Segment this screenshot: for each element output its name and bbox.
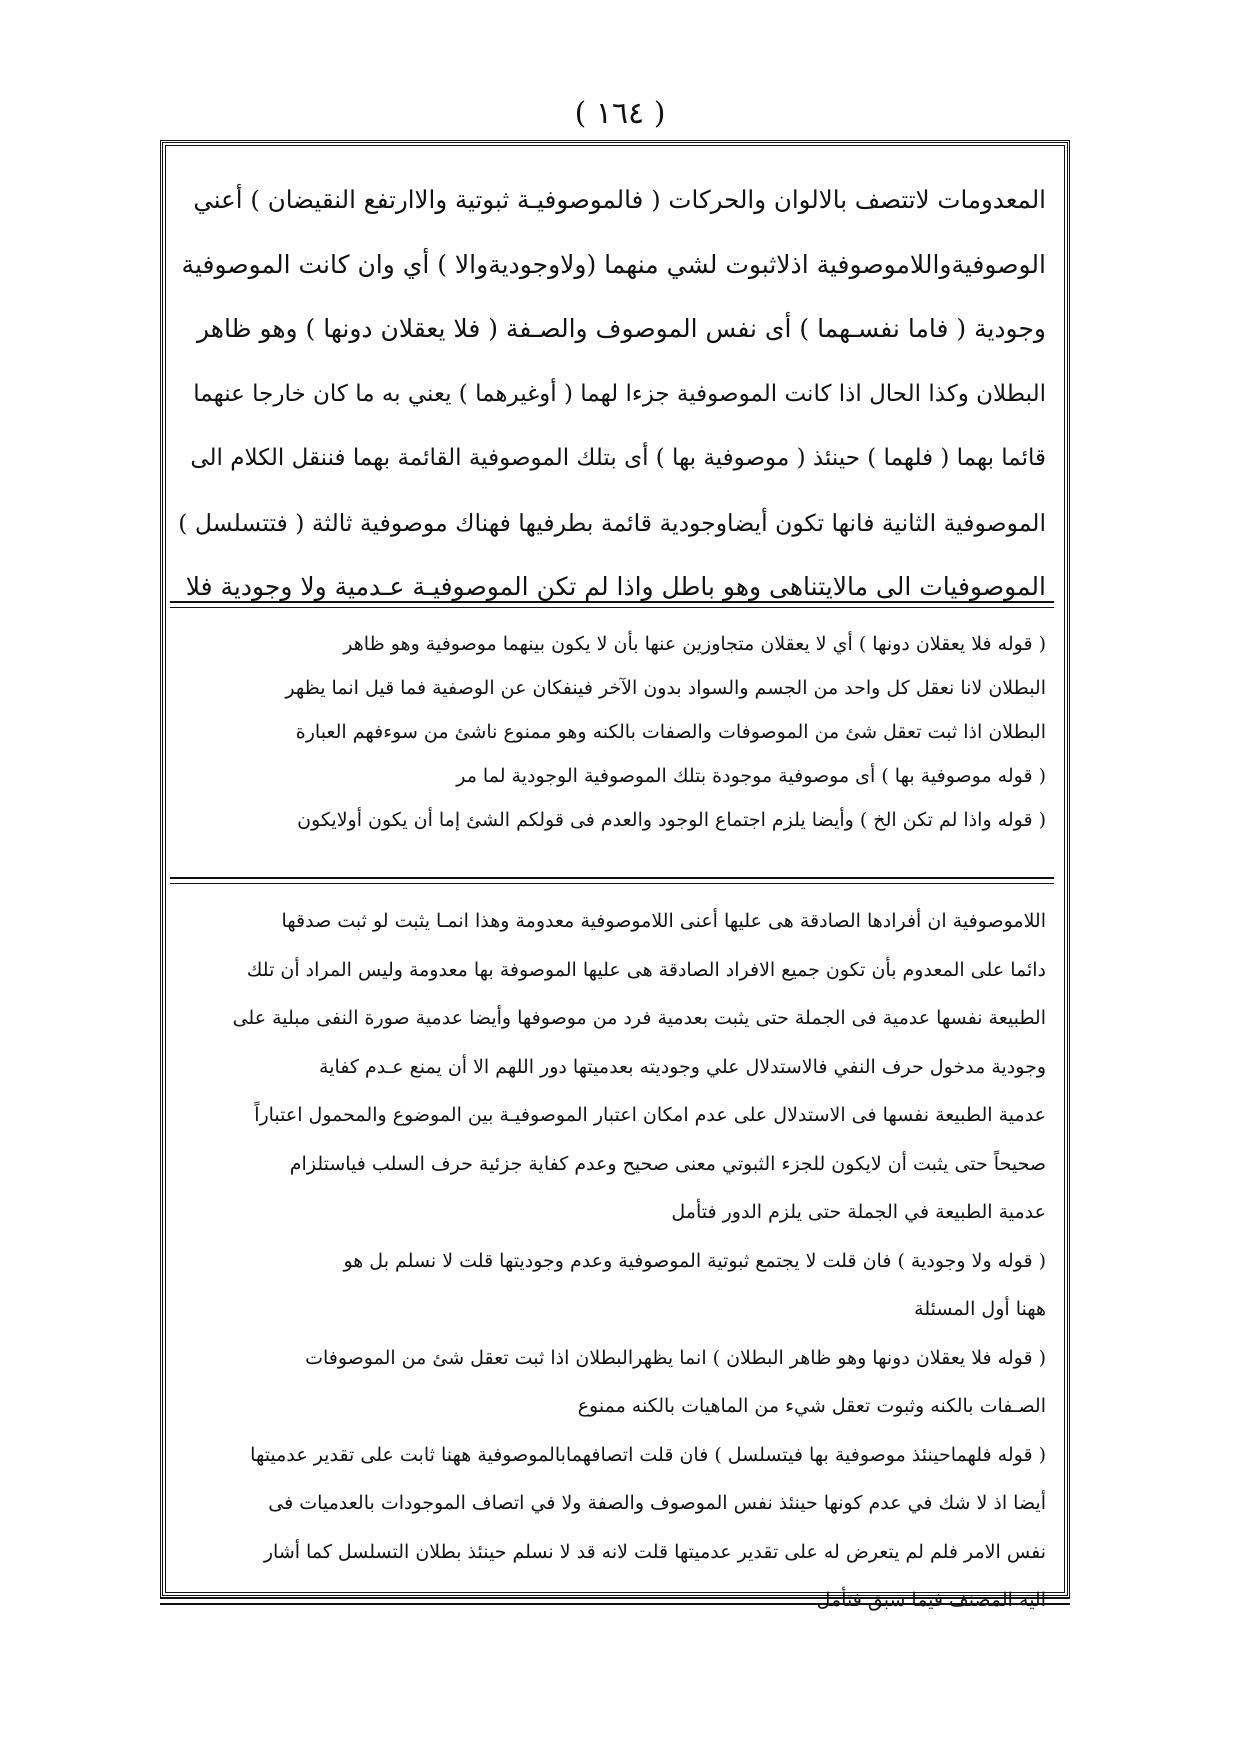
- commentary-block-2: [178, 897, 1046, 1625]
- commentary-line: ( قوله فلا يعقلان دونها وهو ظاهر البطلان ) انما يظهرالبطلان اذا ثبت تعقل شئ من الموصوفات: [305, 1346, 1046, 1369]
- commentary-line: عدمية الطبيعة في الجملة حتى يلزم الدور فتأمل: [671, 1201, 1046, 1223]
- commentary-line: ههنا أول المسئلة: [914, 1298, 1046, 1320]
- commentary-line: اليه المصنف فيما سبق فتأمل: [816, 1589, 1046, 1611]
- commentary-line: أيضا اذ لا شك في عدم كونها حينئذ نفس الموصوف والصفة ولا في اتصاف الموجودات بالعدميات فى: [268, 1492, 1046, 1514]
- main-text-line: الوصوفيةواللاموصوفية اذلاثبوت لشي منهما (ولاوجوديةوالا ) أي وان كانت الموصوفية: [181, 249, 1046, 279]
- commentary-line: دائما على المعدوم بأن تكون جميع الافراد الصادقة هى عليها الموصوفة بها معدومة وليس المراد أن تلك: [246, 958, 1046, 981]
- main-text-line: البطلان وكذا الحال اذا كانت الموصوفية جزءا لهما ( أوغيرهما ) يعني به ما كان خارجا عنهما: [193, 380, 1046, 407]
- page-number: ( ١٦٤ ): [574, 96, 666, 131]
- main-text-line: المعدومات لاتتصف بالالوان والحركات ( فالموصوفيـة ثبوتية والاارتفع النقيضان ) أعني: [193, 185, 1046, 214]
- section-divider: [170, 601, 1054, 608]
- commentary-line: عدمية الطبيعة نفسها فى الاستدلال على عدم امكان اعتبار الموصوفيـة بين الموضوع والمحمول اعتباراً: [254, 1104, 1046, 1126]
- commentary-line: ( قوله ولا وجودية ) فان قلت لا يجتمع ثبوتية الموصوفية وعدم وجوديتها قلت لا نسلم بل هو: [343, 1249, 1046, 1272]
- commentary-line: وجودية مدخول حرف النفي فالاستدلال علي وجوديته بعدميتها دور اللهم الا أن يمنع عـدم كفاية: [319, 1055, 1046, 1078]
- commentary-block-1: [178, 622, 1046, 842]
- commentary-line: ( قوله موصوفية بها ) أى موصوفية موجودة بتلك الموصوفية الوجودية لما مر: [456, 765, 1046, 787]
- main-text-block: [178, 168, 1046, 620]
- main-text-line: الموصوفيات الى مالايتناهى وهو باطل واذا لم تكن الموصوفيـة عـدمية ولا وجودية فلا: [185, 572, 1046, 601]
- commentary-line: البطلان اذا ثبت تعقل شئ من الموصوفات والصفات بالكنه وهو ممنوع ناشئ من سوءفهم العبارة: [295, 721, 1046, 743]
- commentary-line: نفس الامر فلم لم يتعرض له على تقدير عدميتها قلت لانه قد لا نسلم حينئذ بطلان التسلسل كما أشار: [263, 1540, 1046, 1563]
- commentary-line: ( قوله فلا يعقلان دونها ) أي لا يعقلان متجاوزين عنها بأن لا يكون بينهما موصوفية وهو ظاهر: [343, 633, 1046, 655]
- main-text-line: الموصوفية الثانية فانها تكون أيضاوجودية قائمة بطرفيها فهناك موصوفية ثالثة ( فتتسلسل ): [178, 508, 1046, 537]
- commentary-line: الطبيعة نفسها عدمية فى الجملة حتى يثبت بعدمية فرد من موصوفها وأيضا عدمية صورة النفى مبلية على: [232, 1007, 1046, 1029]
- commentary-line: البطلان لانا نعقل كل واحد من الجسم والسواد بدون الآخر فينفكان عن الوصفية فما قيل انما يظهر: [285, 677, 1046, 699]
- main-text-line: وجودية ( فاما نفسـهما ) أى نفس الموصوف والصـفة ( فلا يعقلان دونها ) وهو ظاهر: [197, 314, 1046, 343]
- commentary-line: صحيحاً حتى يثبت أن لايكون للجزء الثبوتي معنى صحيح وعدم كفاية جزئية حرف السلب فياستلزام: [289, 1152, 1046, 1175]
- commentary-line: ( قوله واذا لم تكن الخ ) وأيضا يلزم اجتماع الوجود والعدم فى قولكم الشئ إما أن يكون أولايكون: [297, 809, 1046, 831]
- commentary-line: الصـفات بالكنه وثبوت تعقل شيء من الماهيات بالكنه ممنوع: [577, 1395, 1046, 1417]
- commentary-line: اللاموصوفية ان أفرادها الصادقة هى عليها أعنى اللاموصوفية معدومة وهذا انمـا يثبت لو ثبت صدقها: [281, 910, 1046, 932]
- main-text-line: قائما بهما ( فلهما ) حينئذ ( موصوفية بها ) أى بتلك الموصوفية القائمة بهما فننقل الكلام الى: [190, 445, 1046, 471]
- commentary-line: ( قوله فلهماحينئذ موصوفية بها فيتسلسل ) فان قلت اتصافهمابالموصوفية ههنا ثابت على تقدير عدميتها: [250, 1443, 1046, 1466]
- section-divider: [170, 877, 1054, 884]
- bottom-rule: [160, 1598, 1070, 1605]
